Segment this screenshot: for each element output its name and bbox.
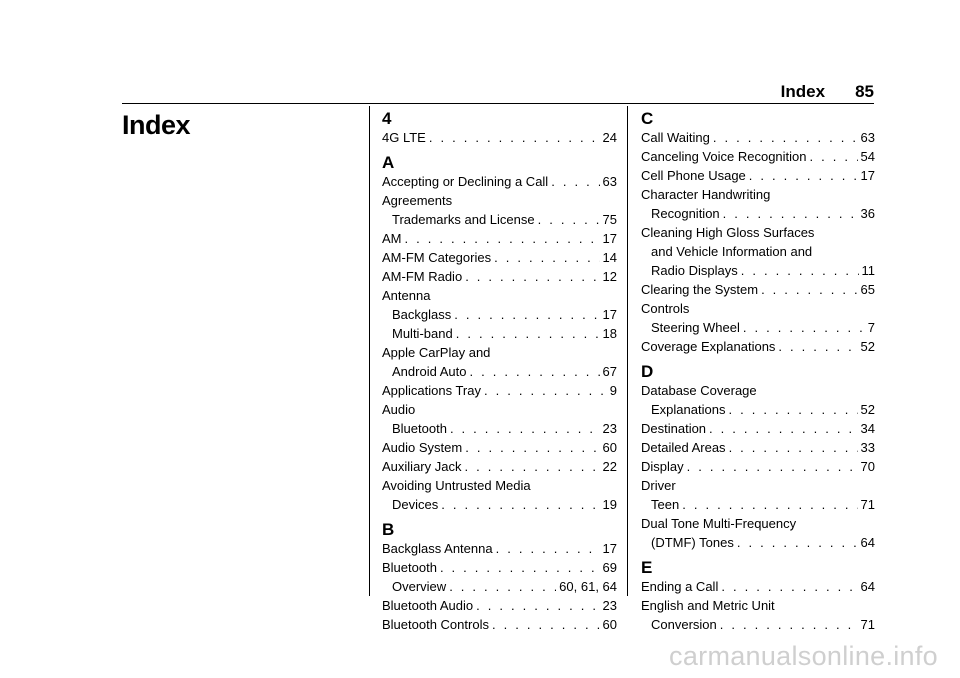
- index-subentry: [641, 533, 875, 552]
- index-entry: [641, 128, 875, 147]
- index-entry: [641, 457, 875, 476]
- entry-text: Backglass Antenna: [382, 541, 493, 556]
- header-rule: [122, 103, 874, 104]
- page-number: 85: [855, 82, 874, 101]
- page-ref: 67: [602, 364, 617, 379]
- leader-dots: [469, 362, 599, 381]
- entry-text: Destination: [641, 421, 707, 436]
- leader-dots: [713, 128, 858, 147]
- index-subentry: [641, 615, 875, 634]
- page-ref: 52: [860, 402, 875, 417]
- leader-dots: [449, 577, 556, 596]
- index-entry: [641, 337, 875, 356]
- index-entry: [382, 229, 617, 248]
- page-ref: 63: [602, 174, 617, 189]
- page-ref: 71: [860, 497, 875, 512]
- entry-text: Bluetooth Audio: [382, 598, 474, 613]
- leader-dots: [709, 419, 857, 438]
- entry-text: Display: [641, 459, 684, 474]
- running-title: Index: [780, 82, 826, 101]
- entry-text: Ending a Call: [641, 579, 719, 594]
- index-entry: [641, 596, 875, 615]
- entry-text: Controls: [641, 301, 690, 316]
- leader-dots: [810, 147, 858, 166]
- entry-text: Bluetooth: [382, 560, 437, 575]
- entry-text: AM: [382, 231, 402, 246]
- index-section: [382, 109, 617, 147]
- entry-text: AM-FM Radio: [382, 269, 463, 284]
- entry-text: Driver: [641, 478, 676, 493]
- entry-text: Overview: [392, 579, 447, 594]
- entry-text: Devices: [392, 497, 439, 512]
- leader-dots: [429, 128, 600, 147]
- entry-text: Detailed Areas: [641, 440, 726, 455]
- leader-dots: [741, 261, 859, 280]
- page-ref: 33: [860, 440, 875, 455]
- leader-dots: [405, 229, 600, 248]
- entry-text: Accepting or Declining a Call: [382, 174, 549, 189]
- entry-text: Coverage Explanations: [641, 339, 776, 354]
- entry-text: Audio System: [382, 440, 463, 455]
- index-entry: [641, 438, 875, 457]
- page-ref: 17: [602, 307, 617, 322]
- entry-text: English and Metric Unit: [641, 598, 775, 613]
- leader-dots: [456, 324, 600, 343]
- page-ref: 54: [860, 149, 875, 164]
- index-entry: [641, 577, 875, 596]
- page-ref: 23: [602, 598, 617, 613]
- entry-text: Android Auto: [392, 364, 467, 379]
- leader-dots: [723, 204, 858, 223]
- page-ref: 17: [602, 541, 617, 556]
- index-entry: [382, 400, 617, 419]
- entry-text: Teen: [651, 497, 680, 512]
- index-entry: [641, 476, 875, 495]
- leader-dots: [450, 419, 600, 438]
- index-entry: [382, 381, 617, 400]
- column-divider: [627, 106, 628, 596]
- leader-dots: [441, 495, 599, 514]
- index-entry: [641, 166, 875, 185]
- entry-text: Character Handwriting: [641, 187, 771, 202]
- entry-text: (DTMF) Tones: [651, 535, 734, 550]
- index-entry: [641, 147, 875, 166]
- index-entry: [641, 185, 875, 204]
- entry-text: Multi-band: [392, 326, 453, 341]
- entry-text: Antenna: [382, 288, 431, 303]
- index-entry: [382, 596, 617, 615]
- index-entry: [641, 514, 875, 533]
- leader-dots: [538, 210, 600, 229]
- page-ref: 75: [602, 212, 617, 227]
- page-ref: 23: [602, 421, 617, 436]
- page-ref: 7: [867, 320, 875, 335]
- page-ref: 24: [602, 130, 617, 145]
- leader-dots: [728, 400, 857, 419]
- entry-text: Applications Tray: [382, 383, 481, 398]
- leader-dots: [720, 615, 858, 634]
- section-letter: D: [641, 362, 654, 381]
- entry-text: Trademarks and License: [392, 212, 535, 227]
- page-ref: 9: [609, 383, 617, 398]
- index-entry: [382, 539, 617, 558]
- leader-dots: [687, 457, 858, 476]
- index-entry: [382, 615, 617, 634]
- leader-dots: [682, 495, 857, 514]
- leader-dots: [454, 305, 599, 324]
- entry-text: Conversion: [651, 617, 717, 632]
- column-divider: [369, 106, 370, 596]
- entry-text: Cleaning High Gloss Surfaces: [641, 225, 815, 240]
- index-subentry: [382, 495, 617, 514]
- page-title: Index: [122, 110, 191, 140]
- leader-dots: [778, 337, 857, 356]
- leader-dots: [440, 558, 600, 577]
- page-ref: 64: [860, 535, 875, 550]
- entry-text: Dual Tone Multi-Frequency: [641, 516, 797, 531]
- page-ref: 22: [602, 459, 617, 474]
- index-entry: [382, 558, 617, 577]
- section-letter: E: [641, 558, 653, 577]
- index-entry: [641, 381, 875, 400]
- page-ref: 65: [860, 282, 875, 297]
- watermark-text: carmanualsonline.info: [669, 641, 938, 671]
- page-ref: 18: [602, 326, 617, 341]
- index-subentry: [382, 419, 617, 438]
- entry-text: 4G LTE: [382, 130, 426, 145]
- page-ref: 14: [602, 250, 617, 265]
- entry-text: Call Waiting: [641, 130, 710, 145]
- page-ref: 70: [860, 459, 875, 474]
- index-section: [382, 147, 617, 514]
- section-letter: 4: [382, 109, 392, 128]
- index-entry: [382, 343, 617, 362]
- index-entry: [641, 299, 875, 318]
- index-subentry: [382, 210, 617, 229]
- page-ref: 60: [602, 440, 617, 455]
- running-header: [781, 82, 874, 102]
- section-letter: A: [382, 153, 395, 172]
- section-letter: B: [382, 520, 395, 539]
- page-ref: 19: [602, 497, 617, 512]
- index-entry: [382, 172, 617, 191]
- entry-text: Database Coverage: [641, 383, 757, 398]
- entry-text: Explanations: [651, 402, 726, 417]
- index-subentry: [641, 495, 875, 514]
- leader-dots: [496, 539, 600, 558]
- index-subentry: [641, 204, 875, 223]
- entry-text: Agreements: [382, 193, 453, 208]
- leader-dots: [465, 438, 599, 457]
- entry-text: Steering Wheel: [651, 320, 740, 335]
- index-subentry: [641, 400, 875, 419]
- index-section: [382, 514, 617, 634]
- page-ref: 52: [860, 339, 875, 354]
- page-ref: 36: [860, 206, 875, 221]
- leader-dots: [721, 577, 857, 596]
- index-entry: [382, 457, 617, 476]
- entry-text: Cell Phone Usage: [641, 168, 746, 183]
- index-entry: [382, 191, 617, 210]
- index-column-2: [641, 109, 875, 634]
- index-entry: [382, 267, 617, 286]
- leader-dots: [737, 533, 858, 552]
- entry-text: Backglass: [392, 307, 452, 322]
- index-subentry: [641, 318, 875, 337]
- leader-dots: [743, 318, 865, 337]
- entry-text: Canceling Voice Recognition: [641, 149, 807, 164]
- entry-text: Apple CarPlay and: [382, 345, 491, 360]
- entry-text: AM-FM Categories: [382, 250, 492, 265]
- page-ref: 11: [861, 263, 875, 278]
- leader-dots: [551, 172, 599, 191]
- page-ref: 12: [602, 269, 617, 284]
- page-ref: 34: [860, 421, 875, 436]
- index-subentry: [382, 324, 617, 343]
- page-ref: 60, 61, 64: [559, 579, 617, 594]
- leader-dots: [494, 248, 599, 267]
- page-ref: 64: [860, 579, 875, 594]
- index-entry: [641, 280, 875, 299]
- index-section: [641, 552, 875, 634]
- leader-dots: [484, 381, 607, 400]
- leader-dots: [492, 615, 600, 634]
- page-ref: 71: [860, 617, 875, 632]
- entry-text: Bluetooth Controls: [382, 617, 489, 632]
- entry-text: Auxiliary Jack: [382, 459, 462, 474]
- page-ref: 17: [602, 231, 617, 246]
- index-entry: [382, 248, 617, 267]
- leader-dots: [476, 596, 599, 615]
- index-column-1: [382, 109, 617, 634]
- index-subentry: [382, 305, 617, 324]
- page-ref: 17: [860, 168, 875, 183]
- index-entry: [382, 286, 617, 305]
- page-ref: 63: [860, 130, 875, 145]
- leader-dots: [761, 280, 857, 299]
- index-entry: [382, 438, 617, 457]
- entry-text: Avoiding Untrusted Media: [382, 478, 531, 493]
- section-letter: C: [641, 109, 654, 128]
- entry-text: Radio Displays: [651, 263, 738, 278]
- entry-text: Recognition: [651, 206, 720, 221]
- index-entry: [641, 419, 875, 438]
- index-section: [641, 356, 875, 552]
- entry-text: Clearing the System: [641, 282, 759, 297]
- entry-text: and Vehicle Information and: [651, 244, 813, 259]
- entry-text: Audio: [382, 402, 416, 417]
- leader-dots: [749, 166, 858, 185]
- index-subentry: [382, 362, 617, 381]
- page-ref: 60: [602, 617, 617, 632]
- index-subentry: [641, 261, 875, 280]
- leader-dots: [465, 267, 599, 286]
- entry-text: Bluetooth: [392, 421, 447, 436]
- leader-dots: [464, 457, 599, 476]
- index-entry: [382, 128, 617, 147]
- index-entry: [641, 223, 875, 242]
- index-subentry: [641, 242, 875, 261]
- index-section: [641, 109, 875, 356]
- page-ref: 69: [602, 560, 617, 575]
- leader-dots: [729, 438, 858, 457]
- index-subentry: [382, 577, 617, 596]
- index-entry: [382, 476, 617, 495]
